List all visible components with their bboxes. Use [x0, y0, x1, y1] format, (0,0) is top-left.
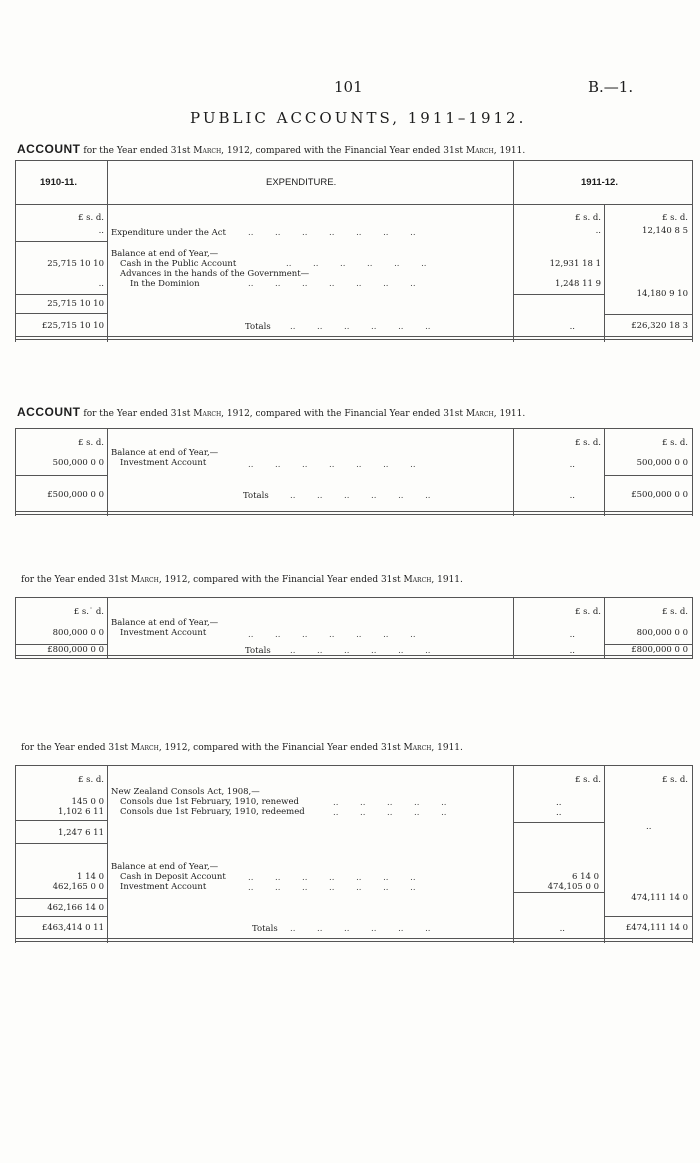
caption-text: for the Year ended 31st: [80, 409, 194, 419]
row-label: Investment Account: [120, 628, 207, 638]
amount-cell: 14,180 9 10: [636, 289, 688, 299]
lsd-header: £ s. d.: [77, 438, 104, 448]
total-cell: £800,000 0 0: [631, 645, 688, 655]
totals-label: Totals: [243, 491, 269, 501]
lsd-header: £ s. d.: [77, 213, 104, 223]
caption-text: for the Year ended 31st: [80, 146, 194, 156]
caption-lead: ACCOUNT: [17, 142, 81, 156]
leader-dots: .. .. .. .. ..: [333, 808, 447, 818]
row-label: Balance at end of Year,—: [111, 448, 219, 458]
col-header-1910: 1910-11.: [40, 177, 77, 188]
total-cell: £474,111 14 0: [625, 923, 688, 933]
total-cell: £800,000 0 0: [47, 645, 104, 655]
leader-dots: .. .. .. .. .. ..: [286, 259, 427, 269]
leader-dots: .. .. .. .. .. .. ..: [248, 883, 416, 893]
lsd-header: £ s. d.: [661, 213, 688, 223]
caption-text: , 1912, compared with the Financial Year ended 31st: [158, 575, 404, 585]
caption-month: March: [130, 743, 159, 753]
amount-cell: 1 14 0: [76, 872, 104, 882]
subtotal-cell: 25,715 10 10: [47, 299, 104, 309]
totals-label: Totals: [245, 646, 271, 656]
amount-cell: ..: [556, 808, 562, 818]
table4-caption: [21, 743, 463, 753]
amount-cell: 12,140 8 5: [642, 226, 688, 236]
caption-text: , 1912, compared with the Financial Year ended 31st: [221, 409, 466, 419]
caption-month: March: [403, 743, 432, 753]
row-label: Investment Account: [120, 458, 207, 468]
leader-dots: .. .. .. .. ..: [333, 798, 447, 808]
lsd-header: £ s. d.: [574, 775, 601, 785]
totals-label: Totals: [245, 322, 271, 332]
total-cell: £500,000 0 0: [631, 490, 688, 500]
leader-dots: .. .. .. .. .. ..: [290, 322, 431, 332]
table3-caption: [21, 575, 463, 585]
row-label: Cash in the Public Account: [120, 259, 237, 269]
caption-text: for the Year ended 31st: [21, 743, 131, 753]
amount-cell: ..: [569, 460, 575, 470]
col-header-1911: 1911-12.: [581, 177, 618, 188]
subtotal-cell: 1,247 6 11: [58, 828, 104, 838]
amount-cell: 474,105 0 0: [547, 882, 599, 892]
caption-month: March: [403, 575, 432, 585]
table2-caption: [17, 405, 525, 419]
total-cell: £25,715 10 10: [41, 321, 104, 331]
caption-month: March: [130, 575, 159, 585]
amount-cell: 800,000 0 0: [636, 628, 688, 638]
caption-lead: ACCOUNT: [17, 405, 81, 419]
row-label: Balance at end of Year,—: [111, 249, 219, 259]
lsd-header: £ s. d.: [574, 607, 601, 617]
caption-month: March: [193, 409, 222, 419]
leader-dots: .. .. .. .. .. .. ..: [248, 460, 416, 470]
total-cell: £463,414 0 11: [41, 923, 104, 933]
lsd-header: £ s. d.: [661, 775, 688, 785]
amount-cell: 145 0 0: [71, 797, 104, 807]
amount-cell: 474,111 14 0: [631, 893, 688, 903]
lsd-header: £ s. d.: [661, 438, 688, 448]
amount-cell: ..: [98, 226, 104, 236]
caption-text: , 1912, compared with the Financial Year ended 31st: [221, 146, 466, 156]
amount-cell: ..: [569, 630, 575, 640]
leader-dots: .. .. .. .. .. .. ..: [248, 228, 416, 238]
caption-text: , 1911.: [431, 575, 463, 585]
row-label: Consols due 1st February, 1910, redeemed: [120, 807, 305, 817]
leader-dots: .. .. .. .. .. .. ..: [248, 279, 416, 289]
page-number: 101: [334, 78, 363, 96]
amount-cell: 500,000 0 0: [636, 458, 688, 468]
leader-dots: .. .. .. .. .. .. ..: [248, 873, 416, 883]
amount-cell: ..: [595, 226, 601, 236]
amount-cell: 6 14 0: [571, 872, 599, 882]
amount-cell: 1,248 11 9: [555, 279, 601, 289]
caption-month: March: [193, 146, 222, 156]
paper-reference: B.—1.: [588, 78, 634, 96]
lsd-header: £ s. d.: [574, 438, 601, 448]
caption-text: , 1911.: [493, 146, 526, 156]
caption-text: , 1911.: [431, 743, 463, 753]
col-header-expenditure: EXPENDITURE.: [266, 177, 337, 188]
amount-cell: 12,931 18 1: [549, 259, 601, 269]
total-cell: £500,000 0 0: [47, 490, 104, 500]
lsd-header: £ s. d.: [574, 213, 601, 223]
lsd-header: £ s. d.: [661, 607, 688, 617]
amount-cell: 500,000 0 0: [52, 458, 104, 468]
row-label: New Zealand Consols Act, 1908,—: [111, 787, 260, 797]
total-cell: £26,320 18 3: [631, 321, 688, 331]
row-label: Consols due 1st February, 1910, renewed: [120, 797, 299, 807]
caption-text: , 1912, compared with the Financial Year ended 31st: [158, 743, 404, 753]
lsd-header: £ s. d.: [77, 775, 104, 785]
row-label: Balance at end of Year,—: [111, 618, 219, 628]
row-label: Investment Account: [120, 882, 207, 892]
totals-label: Totals: [252, 924, 278, 934]
amount-cell: 25,715 10 10: [47, 259, 104, 269]
caption-text: , 1911.: [493, 409, 526, 419]
amount-cell: 800,000 0 0: [52, 628, 104, 638]
leader-dots: .. .. .. .. .. ..: [290, 646, 431, 656]
subtotal-cell: 462,166 14 0: [47, 903, 104, 913]
row-label: Expenditure under the Act: [111, 228, 226, 238]
amount-cell: ..: [646, 822, 652, 832]
leader-dots: .. .. .. .. .. ..: [290, 491, 431, 501]
amount-cell: 462,165 0 0: [52, 882, 104, 892]
total-cell: ..: [559, 924, 565, 934]
amount-cell: 1,102 6 11: [58, 807, 104, 817]
caption-month: March: [465, 146, 494, 156]
page-title: PUBLIC ACCOUNTS, 1911–1912.: [190, 109, 527, 127]
lsd-header: £ s.˙ d.: [73, 607, 104, 617]
row-label: In the Dominion: [130, 279, 200, 289]
caption-text: for the Year ended 31st: [21, 575, 131, 585]
total-cell: ..: [569, 646, 575, 656]
caption-month: March: [465, 409, 494, 419]
table1-caption: [17, 142, 525, 156]
row-label: Advances in the hands of the Government—: [120, 269, 310, 279]
amount-cell: ..: [98, 279, 104, 289]
row-label: Cash in Deposit Account: [120, 872, 226, 882]
amount-cell: ..: [556, 798, 562, 808]
total-cell: ..: [569, 322, 575, 332]
total-cell: ..: [569, 491, 575, 501]
leader-dots: .. .. .. .. .. .. ..: [248, 630, 416, 640]
leader-dots: .. .. .. .. .. ..: [290, 924, 431, 934]
row-label: Balance at end of Year,—: [111, 862, 219, 872]
